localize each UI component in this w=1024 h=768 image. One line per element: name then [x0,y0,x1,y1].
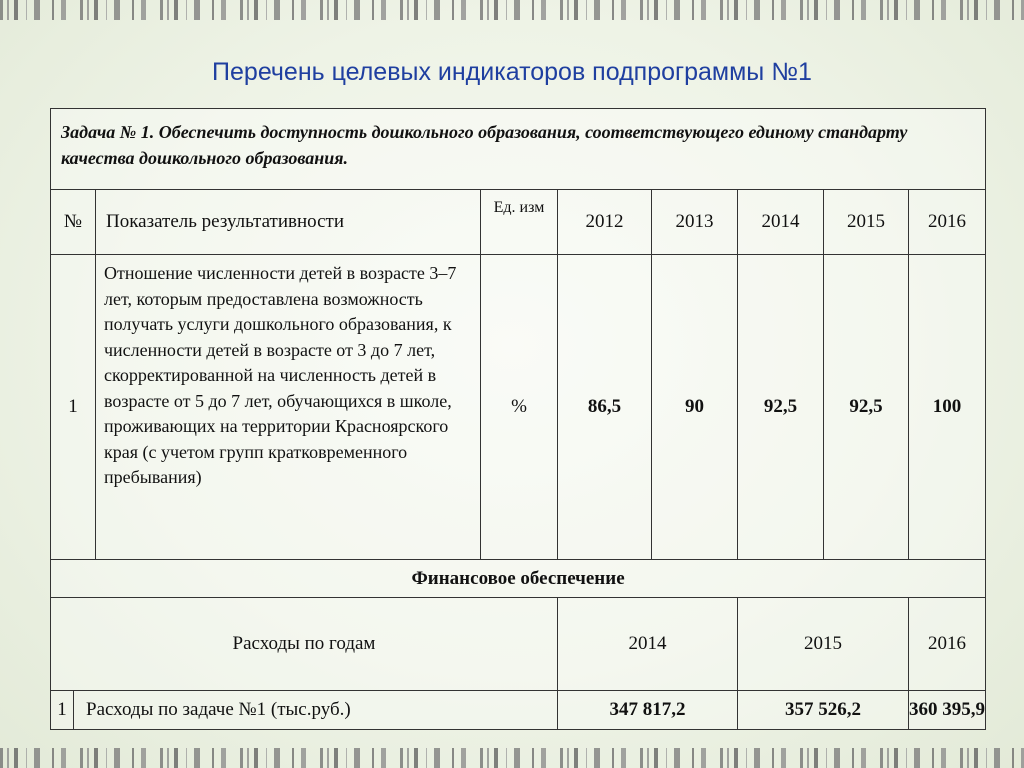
indicators-table [50,108,986,730]
row-value-2016: 100 [909,255,986,560]
finance-heading: Финансовое обеспечение [51,560,986,598]
finance-amount-2015: 357 526,2 [738,691,909,730]
finance-amounts-row [51,691,986,730]
finance-years-row [51,598,986,691]
finance-row-num: 1 [51,691,74,729]
header-year-2013: 2013 [652,190,738,255]
finance-amount-2016: 360 395,9 [909,691,986,730]
header-year-2014: 2014 [738,190,824,255]
header-num: № [51,190,96,255]
table-row [51,255,986,560]
bottom-decorative-stripe [0,748,1024,768]
row-unit: % [481,255,558,560]
header-year-2012: 2012 [558,190,652,255]
finance-amount-2014: 347 817,2 [558,691,738,730]
header-unit: Ед. изм [481,190,558,255]
finance-year-2016: 2016 [909,598,986,691]
finance-year-2015: 2015 [738,598,909,691]
top-decorative-stripe [0,0,1024,20]
slide-title: Перечень целевых индикаторов подпрограммы №1 [212,58,812,86]
header-year-2015: 2015 [824,190,909,255]
row-value-2012: 86,5 [558,255,652,560]
row-num: 1 [51,255,96,560]
header-indicator: Показатель результативности [96,190,481,255]
header-year-2016: 2016 [909,190,986,255]
row-value-2013: 90 [652,255,738,560]
finance-year-2014: 2014 [558,598,738,691]
row-value-2015: 92,5 [824,255,909,560]
task-description: Задача № 1. Обеспечить доступность дошкольного образования, соответствующего единому стандарту качества дошкольного образования. [51,109,986,190]
finance-row-label-cell [51,691,558,730]
finance-row-label: Расходы по задаче №1 (тыс.руб.) [86,699,351,720]
row-value-2014: 92,5 [738,255,824,560]
table-header-row [51,190,986,255]
row-indicator-text: Отношение численности детей в возрасте 3–7 лет, которым предоставлена возможность получать услуги дошкольного образования, к численности детей в возрасте от 3 до 7 лет, скорректированной на численность детей в возрасте от 5 до 7 лет, обучающихся в школе, проживающих на территории Красноярского края (с учетом групп кратковременного пребывания) [96,255,481,560]
finance-years-label: Расходы по годам [51,598,558,691]
